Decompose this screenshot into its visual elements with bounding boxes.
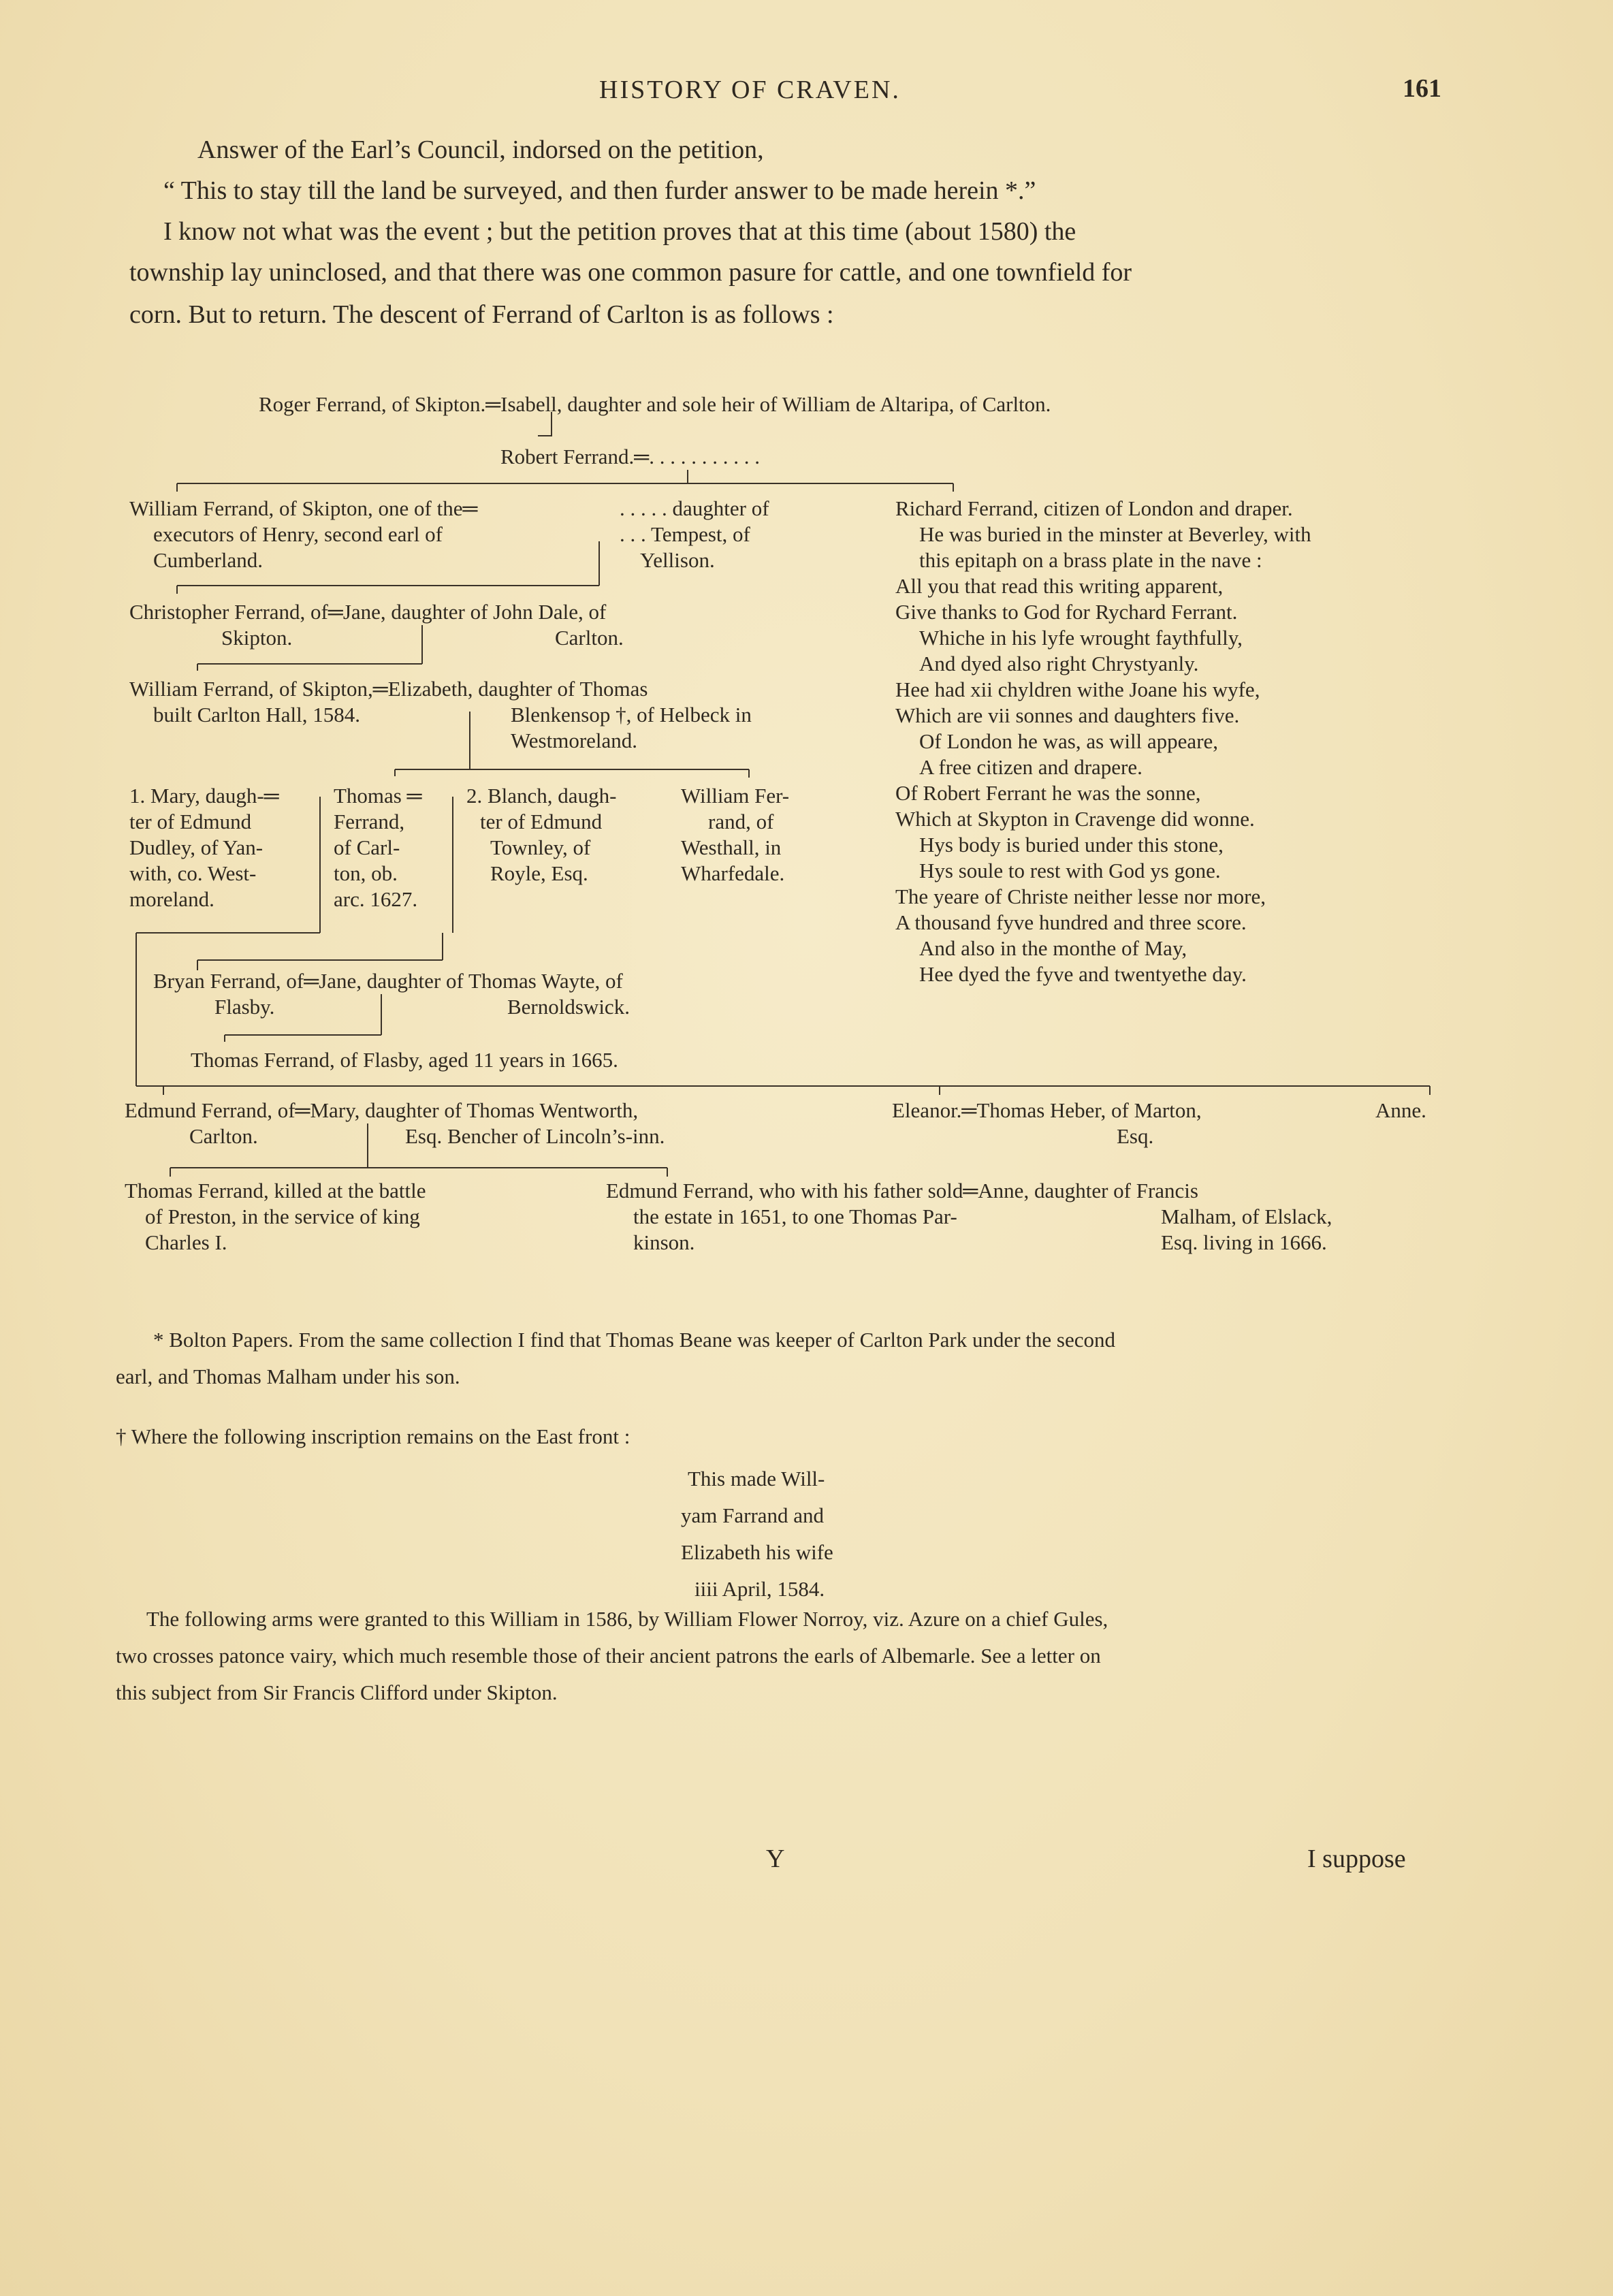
william-ferrand-1-wife: . . . . . daughter of . . . Tempest, of Yellison. bbox=[620, 496, 769, 572]
christopher-ferrand: Christopher Ferrand, of═Jane, daughter of John Dale, of Skipton. bbox=[129, 600, 607, 650]
signature-mark: Y bbox=[766, 1845, 785, 1873]
thomas-ferrand-flasby: Thomas Ferrand, of Flasby, aged 11 years in 1665. bbox=[191, 1048, 618, 1072]
running-title: HISTORY OF CRAVEN. bbox=[599, 76, 901, 104]
edmund-ferrand-sold: Edmund Ferrand, who with his father sold═Anne, daughter of Francis the estate in 1651, to one Thomas Par- kinson. bbox=[606, 1179, 1198, 1254]
mary-dudley: 1. Mary, daugh-═ ter of Edmund Dudley, of Yan- with, co. West- moreland. bbox=[129, 784, 279, 911]
inscription: This made Will- yam Farrand and Elizabeth his wife iiii April, 1584. bbox=[681, 1467, 833, 1601]
footnote-star-2: earl, and Thomas Malham under his son. bbox=[116, 1365, 460, 1388]
anne-ferrand: Anne. bbox=[1375, 1098, 1426, 1122]
elizabeth-blenkensop: Blenkensop †, of Helbeck in Westmoreland. bbox=[511, 703, 752, 752]
footnote-star-1: * Bolton Papers. From the same collection I find that Thomas Beane was keeper of Carlton Park under the second bbox=[153, 1328, 1116, 1352]
intro-line-1: Answer of the Earl’s Council, indorsed on the petition, bbox=[197, 135, 764, 164]
jane-wayte-place: Bernoldswick. bbox=[507, 995, 630, 1019]
mary-wentworth-detail: Esq. Bencher of Lincoln’s-inn. bbox=[405, 1124, 665, 1148]
robert-ferrand: Robert Ferrand.═. . . . . . . . . . . bbox=[500, 445, 760, 468]
footnote-dagger: † Where the following inscription remains on the East front : bbox=[116, 1424, 630, 1448]
page-number: 161 bbox=[1403, 74, 1441, 103]
richard-ferrand-epitaph: Richard Ferrand, citizen of London and draper. He was buried in the minster at Beverley, with this epitaph on a brass plate in the nave : All you that read this writing apparent, Give thanks to God for Rychard Ferrant. Whiche in his lyfe wrought faythfully, And dyed also right Chrystyanly. Hee had xii chyldren withe Joane his wyfe, Which are vii sonnes and daughters five. Of London he was, as will appeare, A free citizen and drapere. Of Robert Ferrant he was the sonne, Which at Skypton in Cravenge did wonne. Hys body is buried under this stone, Hys soule to rest with God ys gone. The yeare of Christe neither lesse nor more, A thousand fyve hundred and three score. And also in the monthe of May, Hee dyed the fyve and twentyethe day. bbox=[895, 496, 1311, 986]
blanch-townley: 2. Blanch, daugh- ter of Edmund Townley, of Royle, Esq. bbox=[466, 784, 617, 885]
anne-malham: Malham, of Elslack, Esq. living in 1666. bbox=[1161, 1205, 1332, 1254]
william-ferrand-2: William Ferrand, of Skipton,═Elizabeth, daughter of Thomas built Carlton Hall, 1584. bbox=[129, 677, 648, 727]
arms-line-3: this subject from Sir Francis Clifford under Skipton. bbox=[116, 1680, 558, 1704]
william-ferrand-1: William Ferrand, of Skipton, one of the═ executors of Henry, second earl of Cumberland. bbox=[129, 496, 478, 572]
intro-line-5: corn. But to return. The descent of Ferrand of Carlton is as follows : bbox=[129, 300, 834, 329]
arms-line-1: The following arms were granted to this William in 1586, by William Flower Norroy, viz. Azure on a chief Gules, bbox=[146, 1607, 1108, 1631]
edmund-ferrand: Edmund Ferrand, of═Mary, daughter of Thomas Wentworth, Carlton. bbox=[125, 1098, 639, 1148]
thomas-ferrand: Thomas ═ Ferrand, of Carl- ton, ob. arc. 1627. bbox=[334, 784, 422, 911]
roger-ferrand: Roger Ferrand, of Skipton.═Isabell, daughter and sole heir of William de Altaripa, of Carlton. bbox=[259, 392, 1051, 416]
christopher-wife-place: Carlton. bbox=[555, 626, 624, 650]
william-ferrand-westhall: William Fer- rand, of Westhall, in Wharfedale. bbox=[681, 784, 790, 885]
intro-line-4: township lay uninclosed, and that there was one common pasure for cattle, and one townfield for bbox=[129, 258, 1132, 287]
intro-line-3: I know not what was the event ; but the petition proves that at this time (about 1580) the bbox=[163, 217, 1076, 246]
catchword: I suppose bbox=[1307, 1845, 1406, 1873]
eleanor-ferrand: Eleanor.═Thomas Heber, of Marton, Esq. bbox=[892, 1098, 1202, 1148]
intro-line-2: “ This to stay till the land be surveyed, and then furder answer to be made herein *.” bbox=[163, 176, 1036, 205]
thomas-ferrand-preston: Thomas Ferrand, killed at the battle of Preston, in the service of king Charles I. bbox=[125, 1179, 426, 1254]
bryan-ferrand: Bryan Ferrand, of═Jane, daughter of Thomas Wayte, of Flasby. bbox=[153, 969, 623, 1019]
arms-line-2: two crosses patonce vairy, which much resemble those of their ancient patrons the earls of Albemarle. See a letter on bbox=[116, 1644, 1101, 1668]
